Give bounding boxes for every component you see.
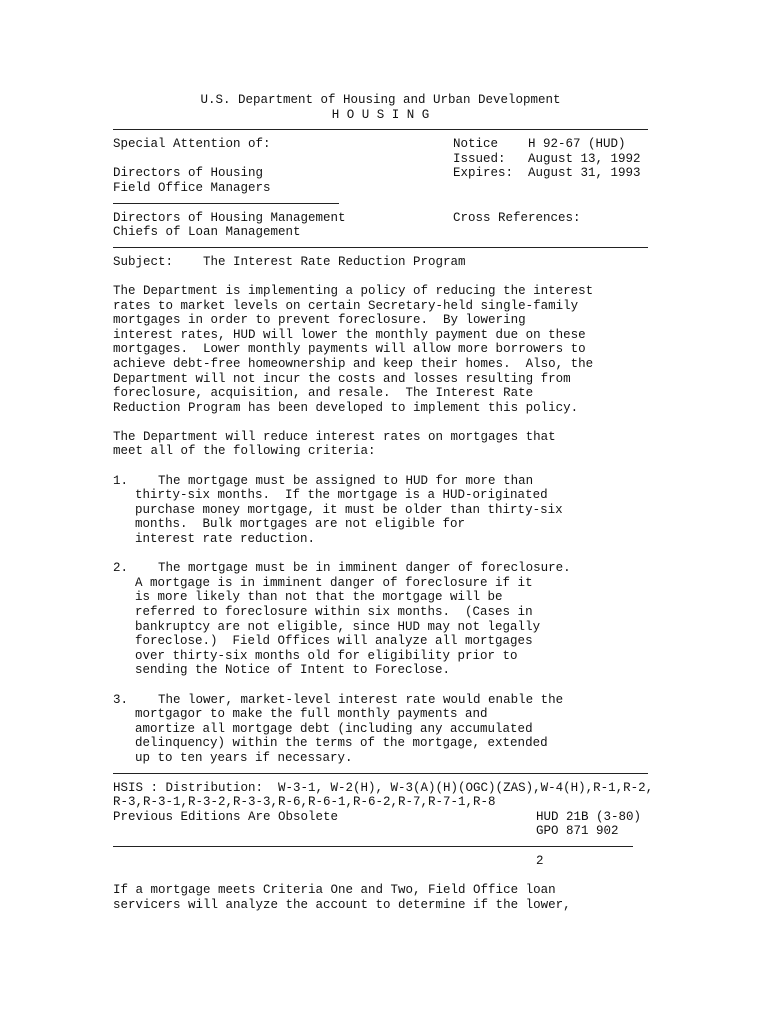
criteria-item-2 [113, 561, 713, 678]
subject-divider [113, 240, 648, 248]
management-1: Directors of Housing Management [113, 210, 346, 225]
list-item-line: sending the Notice of Intent to Foreclose. [135, 663, 451, 678]
paragraph-line: meet all of the following criteria: [113, 444, 376, 459]
subject-label: Subject: [113, 254, 174, 269]
list-item-line: delinquency) within the terms of the mortgage, extended [135, 736, 548, 751]
issued-label: Issued: [453, 151, 506, 166]
notice-label: Notice [453, 137, 499, 152]
paragraph-line: foreclosure, acquisition, and resale. The Interest Rate [113, 386, 534, 401]
form-number: HUD 21B (3-80) [536, 809, 642, 824]
subject-row [113, 255, 713, 270]
criteria-item-3 [113, 693, 713, 766]
list-item-line: interest rate reduction. [135, 532, 316, 547]
attention-label: Special Attention of: [113, 137, 271, 152]
form-row-1 [113, 810, 713, 825]
notice-row-2 [113, 152, 713, 167]
list-item-line: foreclose.) Field Offices will analyze all mortgages [135, 634, 533, 649]
list-item-line: months. Bulk mortgages are not eligible for [135, 517, 466, 532]
paragraph-line: servicers will analyze the account to determine if the lower, [113, 897, 571, 912]
list-item-line: 2. The mortgage must be in imminent danger of foreclosure. [113, 561, 571, 576]
distribution-line-1: HSIS : Distribution: W-3-1, W-2(H), W-3(A)(H)(OGC)(ZAS),W-4(H),R-1,R-2, [113, 780, 654, 795]
attention-to-1: Directors of Housing [113, 166, 264, 181]
notice-value: H 92-67 (HUD) [528, 137, 626, 152]
distribution-line-2: R-3,R-3-1,R-3-2,R-3-3,R-6,R-6-1,R-6-2,R-7,R-7-1,R-8 [113, 795, 496, 810]
expires-value: August 31, 1993 [528, 166, 641, 181]
continuation-paragraph [113, 883, 713, 912]
paragraph-line: Department will not incur the costs and losses resulting from [113, 371, 571, 386]
paragraph-line: mortgages. Lower monthly payments will allow more borrowers to [113, 342, 586, 357]
header-divider [113, 122, 648, 130]
cross-references-label: Cross References: [453, 210, 581, 225]
paragraph-line: interest rates, HUD will lower the monthly payment due on these [113, 327, 586, 342]
footer-divider [113, 766, 648, 774]
division-name: H O U S I N G [331, 107, 430, 122]
list-item-line: is more likely than not that the mortgage will be [135, 590, 503, 605]
management-2: Chiefs of Loan Management [113, 225, 301, 240]
list-item-line: thirty-six months. If the mortgage is a HUD-originated [135, 488, 548, 503]
list-item-line: referred to foreclosure within six months. (Cases in [135, 605, 533, 619]
list-item-line: mortgagor to make the full monthly payments and [135, 707, 488, 722]
page-number-row [113, 854, 713, 869]
list-item-line: over thirty-six months old for eligibility prior to [135, 648, 518, 663]
paragraph-line: rates to market levels on certain Secretary-held single-family [113, 298, 579, 313]
issued-value: August 13, 1992 [528, 151, 641, 166]
paragraph-1 [113, 284, 713, 415]
attention-to-2: Field Office Managers [113, 180, 271, 195]
page-divider [113, 839, 633, 847]
list-item-line: up to ten years if necessary. [135, 750, 353, 765]
paragraph-line: The Department is implementing a policy of reducing the interest [113, 283, 594, 298]
list-item-line: purchase money mortgage, it must be older than thirty-six [135, 502, 563, 517]
list-item-line: A mortgage is in imminent danger of foreclosure if it [135, 575, 533, 590]
subject-value: The Interest Rate Reduction Program [203, 254, 466, 269]
gpo-number: GPO 871 902 [536, 824, 619, 839]
form-row-2 [113, 824, 713, 839]
page-number: 2 [536, 853, 544, 868]
notice-row-1 [113, 137, 713, 152]
expires-label: Expires: [453, 166, 514, 181]
paragraph-line: mortgages in order to prevent foreclosure. By lowering [113, 313, 526, 328]
paragraph-2 [113, 430, 713, 459]
paragraph-line: Reduction Program has been developed to implement this policy. [113, 400, 579, 415]
management-row-1 [113, 211, 713, 226]
document-page [113, 93, 713, 912]
criteria-item-1 [113, 474, 713, 547]
list-item-line: bankruptcy are not eligible, since HUD may not legally [135, 619, 541, 634]
notice-row-3 [113, 166, 713, 181]
paragraph-line: If a mortgage meets Criteria One and Two, Field Office loan [113, 883, 556, 898]
paragraph-line: The Department will reduce interest rates on mortgages that [113, 429, 556, 444]
list-item-line: amortize all mortgage debt (including any accumulated [135, 721, 533, 736]
short-divider [113, 196, 339, 204]
list-item-line: 1. The mortgage must be assigned to HUD for more than [113, 473, 534, 488]
list-item-line: 3. The lower, market-level interest rate would enable the [113, 692, 564, 707]
paragraph-line: achieve debt-free homeownership and keep their homes. Also, the [113, 356, 594, 371]
agency-name: U.S. Department of Housing and Urban Development [200, 93, 561, 107]
obsolete-notice: Previous Editions Are Obsolete [113, 809, 339, 824]
